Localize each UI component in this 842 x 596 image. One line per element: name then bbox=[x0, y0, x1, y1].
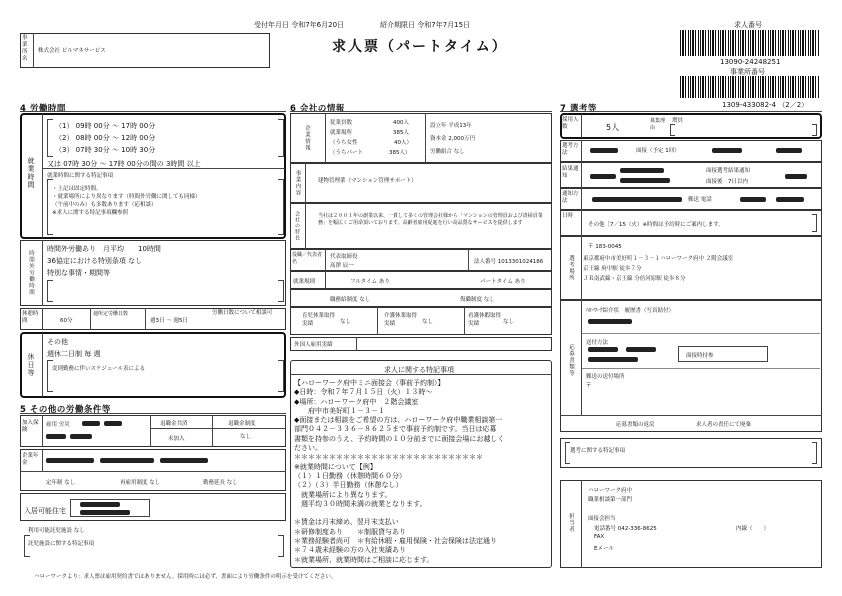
reason-label: 募集理由 bbox=[650, 118, 666, 131]
redacted bbox=[100, 458, 154, 463]
contact-line-6: FAX bbox=[594, 534, 605, 540]
contact-line-1: ハローワーク府中 bbox=[588, 488, 633, 494]
special-line: ◆面接または相談をご希望の方は、ハローワーク府中職業相談第一 bbox=[294, 416, 503, 425]
special-item-2: ・就業場所により異なります（時間外労働に関しても同様） bbox=[52, 194, 201, 200]
women-value: 40人） bbox=[394, 140, 412, 146]
nursing-leave-v: なし bbox=[503, 319, 515, 325]
result-value2: 面接後 7日以内 bbox=[706, 179, 748, 185]
special-line: ◆日時：令和７年７月１５日（火）１３時〜 bbox=[294, 388, 433, 397]
holiday-note: 変則勤務に伴いスケジュール表による bbox=[52, 366, 146, 372]
redacted bbox=[620, 168, 664, 173]
special-title: 求人に関する特記事項 bbox=[384, 366, 454, 374]
employer-label: 事業所名 bbox=[22, 35, 28, 62]
retirement: 退職金制度 bbox=[228, 421, 256, 427]
foreign: 外国人雇用実績 bbox=[294, 342, 333, 348]
holiday-system: 週休二日制 毎 週 bbox=[47, 350, 101, 358]
features-label: 会社の特長 bbox=[294, 211, 300, 241]
special-lines bbox=[294, 378, 549, 564]
special-line: ※就業時間について【例】 bbox=[294, 462, 377, 471]
redacted bbox=[592, 197, 682, 202]
insurance-label: 加入保険 bbox=[22, 420, 39, 433]
holiday-label: 休日等 bbox=[27, 353, 35, 377]
special-line: 就業場所により異なります。 bbox=[294, 490, 392, 499]
contact-line-7: Eメール bbox=[594, 546, 614, 552]
docs-line1: ﾊﾛｰﾜｰｸ紹介状 履歴書（写真貼付） bbox=[586, 308, 675, 314]
special-line: ださい。 bbox=[294, 444, 322, 453]
sel-special: 選考に関する特記事項 bbox=[570, 448, 626, 454]
childcare-leave-v: なし bbox=[340, 319, 352, 325]
care-leave: 介護休業取得実績 bbox=[384, 313, 418, 327]
hires-value: 5人 bbox=[606, 123, 620, 132]
referral-deadline: 紹介期限日 令和7年7月15日 bbox=[380, 21, 471, 29]
contact-line-4: 面接会担当 bbox=[588, 516, 616, 522]
fulltime: フルタイム あり bbox=[350, 279, 390, 285]
special-line bbox=[294, 508, 549, 517]
mutual-aid: 退職金共済 bbox=[160, 421, 188, 427]
shugyo-label: 就業時間 bbox=[27, 157, 35, 189]
extension: 勤務延長 なし bbox=[203, 480, 238, 486]
redacted bbox=[626, 347, 656, 352]
return-label: 応募書類の返戻 bbox=[616, 422, 655, 428]
special-item-4: ※求人に関する特記事項欄参照 bbox=[52, 210, 129, 216]
contact-ext: 内線（ ） bbox=[736, 526, 770, 532]
contact-line-5: 電話番号 042-336-8625 bbox=[594, 526, 657, 532]
or-line: 又は 07時 30分 〜 17時 00分の間の 3時間 以上 bbox=[47, 160, 201, 168]
site-staff: 就業場所 bbox=[330, 130, 353, 136]
special-line: 【ハローワーク府中ミニ面接会（事前予約制）】 bbox=[294, 379, 445, 387]
business: 建物管理業（マンション管理サポート） bbox=[318, 178, 417, 184]
docs-label: 応募書類等 bbox=[568, 343, 574, 377]
care-leave-v: なし bbox=[422, 319, 434, 325]
sec7-title: 7 選考等 bbox=[560, 104, 597, 114]
redacted bbox=[46, 434, 66, 439]
weekly-value: 週3日 〜 週5日 bbox=[150, 318, 188, 324]
employees-value: 400人 bbox=[393, 120, 409, 126]
job-number: 13090-24248251 bbox=[720, 58, 781, 66]
women: （うち女性 bbox=[330, 140, 358, 146]
retirement-age: 定年制 なし bbox=[46, 480, 76, 486]
union: 労働組合 なし bbox=[430, 149, 465, 155]
reinstate: 復職制度 なし bbox=[460, 297, 495, 303]
place-label: 選考場所 bbox=[568, 255, 574, 281]
parttime-value: 385人） bbox=[389, 150, 411, 156]
rehire: 再雇用制度 なし bbox=[120, 480, 161, 486]
office-number: 1309-433082-4 （2／2） bbox=[722, 101, 809, 109]
result-label: 結果通知 bbox=[562, 166, 579, 179]
childcare-leave: 育児休業取得実績 bbox=[302, 313, 336, 327]
parttime: （うちパート bbox=[330, 150, 364, 156]
special-line: ＊賃金は月末締め、翌月末支払い bbox=[294, 518, 399, 527]
special-line: ＊＊＊＊＊＊＊＊＊＊＊＊＊＊＊＊＊＊＊＊＊＊＊＊＊＊＊ bbox=[294, 453, 483, 462]
special-hours-label: 就業時間に関する特記事項 bbox=[47, 173, 114, 179]
housing-label: 入居可能住宅 bbox=[24, 507, 66, 515]
redacted bbox=[620, 178, 670, 183]
features: 当社は２００１年の創業以来、一貫して多くの管理会社様から「マンションの管理員および清掃員業務」を幅広くご用命頂いております。高齢者雇用促進を行い高品質なサービスを提供します bbox=[318, 213, 543, 226]
mutual-aid-value: 未加入 bbox=[168, 436, 185, 442]
special-line: （１）１日勤務（休憩時間６０分） bbox=[294, 471, 406, 480]
special-line: ＊就業場所、就業時間はご相談に応じます。 bbox=[294, 555, 434, 564]
special-line: ＊業務経験者尚可 ＊有給休暇・雇用保険・社会保険は法定通り bbox=[294, 537, 497, 546]
shift-2: （2） 08時 00分 〜 12時 00分 bbox=[55, 134, 156, 142]
founded: 設立年 平成13年 bbox=[430, 123, 472, 129]
job-pay: 職務給制度 なし bbox=[330, 297, 371, 303]
redacted bbox=[712, 148, 742, 153]
received-date: 受付年月日 令和7年6月20日 bbox=[254, 21, 345, 29]
special-line: 府中市美好町１－３－１ bbox=[294, 406, 385, 415]
redacted bbox=[590, 148, 618, 153]
redacted bbox=[82, 421, 100, 426]
sec6-title: 6 会社の情報 bbox=[290, 104, 345, 114]
contact-label: 担当者 bbox=[568, 513, 574, 533]
date-label: 日時 bbox=[562, 213, 574, 219]
method-value: 面接（予定 1回） bbox=[636, 148, 680, 154]
hires-label: 採用人数 bbox=[562, 117, 579, 130]
weekly-note: 労働日数について相談可 bbox=[212, 310, 273, 316]
redacted bbox=[590, 174, 616, 179]
page-title: 求人票（パートタイム） bbox=[332, 39, 508, 55]
job-barcode bbox=[680, 30, 820, 56]
mail-label: 郵送の送付場所 bbox=[586, 374, 625, 380]
childcare: 利用可能託児施設 なし bbox=[28, 528, 85, 534]
redacted bbox=[740, 197, 766, 202]
special-line: 部門０４２－３３６－８６２５まで事前予約制です。当日は応募 bbox=[294, 425, 497, 434]
special-line: ＊研修制度あり ＊制服貸与あり bbox=[294, 527, 406, 536]
company-info-label: 企業情報 bbox=[304, 125, 310, 151]
redacted bbox=[785, 174, 807, 179]
sec5-title: 5 その他の労働条件等 bbox=[20, 405, 111, 415]
footer-note: ハローワークより：求人票は雇用契約書ではありません。採用時には必ず、書面により労働条件の明示を受けてください。 bbox=[34, 574, 337, 580]
shift-1: （1） 09時 00分 〜 17時 00分 bbox=[55, 122, 156, 130]
break-value: 60分 bbox=[60, 318, 73, 324]
office-barcode bbox=[680, 76, 820, 98]
place-line-1: 〒 183-0045 bbox=[588, 244, 622, 250]
rep-name: 髙澤 辰一 bbox=[330, 263, 354, 269]
capital: 資本金 2,000万円 bbox=[430, 136, 475, 142]
special-item-3: （午前中のみ）も多数あります（応相談） bbox=[52, 202, 157, 208]
special-line: ◆場所：ハローワーク府中 ２階会議室 bbox=[294, 397, 419, 406]
date-value: その他［7／15（火）※時間は予約時にご案内します。 bbox=[588, 222, 724, 228]
weekly-label: 週所定労働日数 bbox=[93, 311, 129, 317]
send-label: 送付方法 bbox=[586, 340, 609, 346]
hires-box bbox=[560, 113, 822, 139]
redacted bbox=[46, 458, 94, 463]
redacted bbox=[160, 458, 208, 463]
site-staff-value: 385人 bbox=[393, 130, 409, 136]
childcare-note: 託児施設に関する特記事項 bbox=[28, 541, 95, 547]
retirement-value: なし bbox=[240, 434, 252, 440]
business-label: 事業内容 bbox=[294, 170, 301, 196]
redacted bbox=[588, 347, 618, 352]
mail-value: 〒 bbox=[586, 383, 592, 389]
redacted bbox=[80, 502, 120, 507]
place-line-3: 京王線 府中駅 徒歩７分 bbox=[583, 266, 642, 272]
article36: 36協定における特別条項 なし bbox=[47, 257, 143, 265]
redacted bbox=[70, 434, 92, 439]
overtime-label: 時間外労働時間 bbox=[28, 250, 34, 296]
contact-line-2: 職業相談第一部門 bbox=[588, 497, 633, 503]
notify-value: 郵送 電話 bbox=[688, 197, 712, 203]
employer-name: 株式会社 ビルマネサービス bbox=[38, 48, 106, 54]
redacted bbox=[776, 148, 802, 153]
insurance-items: 雇用 労災 bbox=[46, 422, 70, 428]
special-item-1: ・上記は固定時間。 bbox=[52, 186, 102, 192]
special-line: （２）（３）半日勤務（休憩なし） bbox=[294, 481, 403, 490]
return-value: 求人者の責任にて廃棄 bbox=[696, 422, 752, 428]
rules-label: 就業規則 bbox=[293, 279, 316, 285]
sec4-title: 4 労働時間 bbox=[20, 104, 66, 114]
special-line: 書類を持参のうえ、予約時間の１０分前までに面接会場にお越しく bbox=[294, 434, 505, 443]
special-line: 週平均３０時間未満の就業となります。 bbox=[294, 499, 427, 508]
break-label: 休憩時間 bbox=[22, 311, 39, 324]
result-value1: 面接選考結果通知 bbox=[706, 168, 751, 174]
rep-title: 代表取締役 bbox=[330, 254, 358, 260]
redacted bbox=[80, 510, 130, 515]
place-line-2: 東京都府中市美好町１－３－１ハローワーク府中 ２階会議室 bbox=[583, 256, 734, 262]
special-line: ＊７４歳未経験の方の入社実績あり bbox=[294, 546, 406, 555]
send-value: 面接時持参 bbox=[686, 353, 714, 359]
notify-label: 通知方法 bbox=[562, 191, 579, 204]
employees: 従業員数 bbox=[330, 120, 353, 126]
nursing-leave: 看護休暇取得実績 bbox=[468, 313, 502, 327]
redacted bbox=[104, 421, 122, 426]
pension-label: 企業年金 bbox=[22, 453, 39, 466]
redacted bbox=[588, 357, 638, 362]
job-number-label: 求人番号 bbox=[734, 21, 762, 29]
corp-number: 法人番号 1013301024186 bbox=[474, 259, 544, 265]
rep-label: 役職／代表者名 bbox=[292, 252, 323, 265]
redacted bbox=[776, 197, 804, 202]
parttime-rules: パートタイム あり bbox=[480, 279, 526, 285]
holiday-other: その他 bbox=[47, 338, 68, 346]
place-line-4: ＪＲ南武線・京王線 分倍河原駅 徒歩８分 bbox=[583, 276, 686, 282]
office-number-label: 事業所番号 bbox=[730, 68, 765, 76]
method-label: 選考方法 bbox=[562, 143, 579, 156]
shift-3: （3） 07時 30分 〜 10時 30分 bbox=[55, 146, 156, 154]
overtime-line: 時間外労働あり 月平均 10時間 bbox=[47, 245, 161, 253]
special-circ: 特別な事情・期間等 bbox=[47, 269, 110, 277]
reason-value: 増員 bbox=[672, 118, 684, 124]
